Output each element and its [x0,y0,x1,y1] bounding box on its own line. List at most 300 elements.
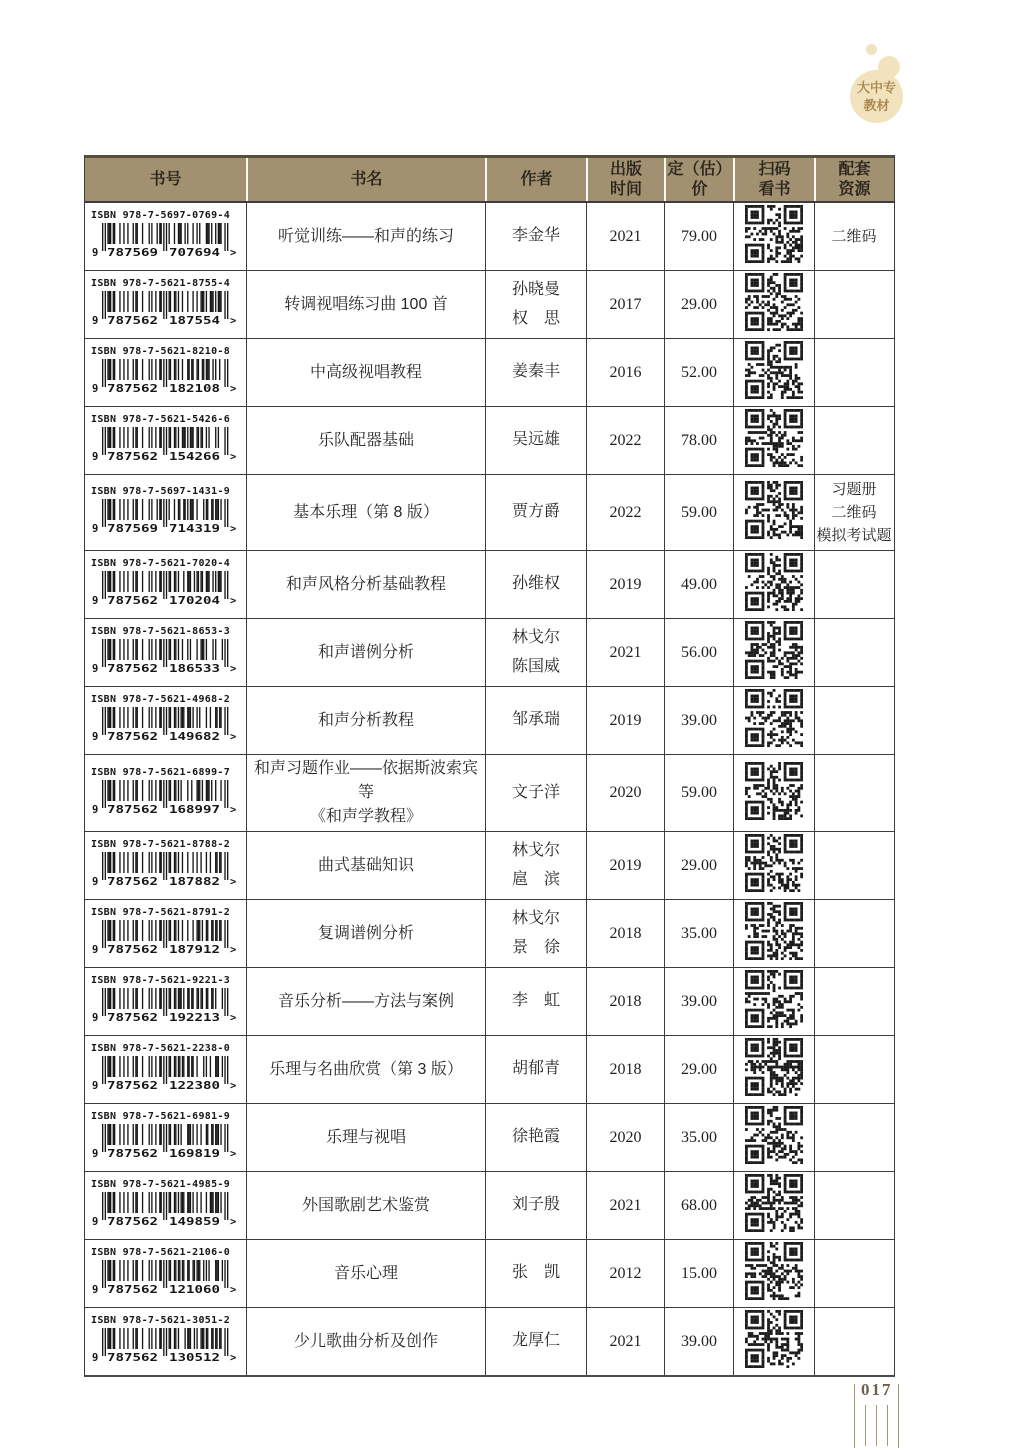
book-author: 权 思 [511,309,560,327]
barcode [91,1327,237,1368]
qr-code-icon [745,834,803,897]
book-title: 和声谱例分析 [317,643,414,661]
svg-text:130512: 130512 [169,1352,220,1363]
barcode [91,919,237,960]
qr-cell [733,271,814,338]
isbn-text: ISBN 978-7-5621-2238-0 [91,1043,231,1054]
header-title: 书名 [246,158,485,201]
barcode [91,1055,237,1096]
isbn-text: ISBN 978-7-5621-8788-2 [91,839,231,850]
title-cell [246,475,485,550]
book-author: 景 徐 [511,938,560,956]
resources-cell [814,475,893,550]
svg-text:186533: 186533 [169,663,220,674]
barcode-bars [91,498,237,534]
publish-year: 2018 [609,924,642,942]
author-cell [485,1104,586,1171]
resources-cell [814,1104,893,1171]
title-cell [246,832,485,899]
isbn-text: ISBN 978-7-5621-8755-4 [91,278,231,289]
svg-text:9: 9 [92,944,99,955]
author-cell [485,407,586,474]
svg-text:9: 9 [92,315,99,326]
qr-code-icon [745,481,803,544]
price-cell [664,271,733,338]
isbn-text: ISBN 978-7-5621-9221-3 [91,975,231,986]
svg-text:9: 9 [92,803,99,815]
price: 39.00 [681,1332,717,1350]
table-row [85,474,894,550]
book-author: 张 凯 [511,1264,560,1282]
isbn-cell [85,832,246,899]
publish-year: 2016 [609,363,642,381]
qr-code-icon [745,902,803,965]
book-title: 和声风格分析基础教程 [285,575,446,593]
header-resources: 配套 资源 [814,158,893,201]
svg-text:9: 9 [92,876,99,887]
qr-cell [733,687,814,754]
svg-text:121060: 121060 [169,1284,220,1295]
book-author: 林戈尔 [511,909,560,927]
page-number-line [876,1405,877,1446]
svg-text:149859: 149859 [169,1216,220,1227]
resources-cell [814,1172,893,1239]
svg-text:787569: 787569 [107,523,158,534]
qr-cell [733,339,814,406]
page-number: 017 [861,1380,893,1399]
qr-cell [733,755,814,831]
barcode [91,290,237,331]
table-row [85,1171,894,1239]
svg-text:169819: 169819 [169,1148,220,1159]
isbn-cell [85,900,246,967]
badge-dot-small [866,44,877,55]
isbn-text: ISBN 978-7-5697-0769-4 [91,210,231,221]
barcode-bars [91,570,237,606]
title-cell [246,755,485,831]
title-cell [246,1308,485,1375]
isbn-cell [85,1104,246,1171]
isbn-text: ISBN 978-7-5621-4985-9 [91,1179,231,1190]
table-row [85,1307,894,1375]
price-cell [664,551,733,618]
author-cell [485,1036,586,1103]
barcode [91,1123,237,1164]
resource-item: 习题册 [831,480,877,498]
title-cell [246,619,485,686]
resources-cell [814,1308,893,1375]
resources-cell [814,203,893,270]
price-cell [664,832,733,899]
resources-cell [814,968,893,1035]
price: 52.00 [681,363,717,381]
book-title: 乐队配器基础 [317,431,414,449]
qr-code-icon [745,1106,803,1169]
table-body [85,203,894,1375]
title-cell [246,551,485,618]
isbn-text: ISBN 978-7-5621-2106-0 [91,1247,231,1258]
svg-text:787562: 787562 [107,383,158,394]
page-number-line [854,1384,855,1448]
svg-text:714319: 714319 [169,523,220,534]
svg-text:787562: 787562 [107,876,158,887]
svg-text:787562: 787562 [107,315,158,326]
barcode-bars [91,779,237,815]
svg-text:>: > [230,247,237,258]
svg-text:>: > [230,944,237,955]
author-cell [485,271,586,338]
book-title: 听觉训练——和声的练习 [277,227,454,245]
svg-text:787562: 787562 [107,731,158,742]
header-isbn: 书号 [149,170,182,188]
svg-text:787562: 787562 [107,1284,158,1295]
qr-cell [733,1104,814,1171]
resources-cell [814,551,893,618]
table-row [85,754,894,831]
qr-code-icon [745,970,803,1033]
svg-text:>: > [230,523,237,534]
author-cell [485,900,586,967]
isbn-text: ISBN 978-7-5621-6981-9 [91,1111,231,1122]
svg-text:>: > [230,1080,237,1091]
table-row [85,406,894,474]
series-badge-line1: 大中专 [856,79,896,95]
table-row [85,270,894,338]
year-cell [586,1104,664,1171]
year-cell [586,407,664,474]
svg-text:187554: 187554 [169,315,220,326]
title-cell [246,339,485,406]
title-cell [246,968,485,1035]
isbn-cell [85,203,246,270]
series-badge [850,70,903,123]
year-cell [586,968,664,1035]
price: 15.00 [681,1264,717,1282]
price: 29.00 [681,856,717,874]
book-author: 文子洋 [511,783,560,801]
price: 29.00 [681,295,717,313]
publish-year: 2021 [609,643,642,661]
author-cell [485,619,586,686]
price-cell [664,475,733,550]
publish-year: 2021 [609,1332,642,1350]
book-author: 姜秦丰 [511,363,560,381]
barcode-bars [91,426,237,462]
svg-text:787562: 787562 [107,451,158,462]
header-pub-date: 出版 时间 [586,158,664,201]
svg-text:>: > [230,731,237,742]
svg-text:>: > [230,663,237,674]
book-author: 林戈尔 [511,841,560,859]
isbn-text: ISBN 978-7-5621-8210-8 [91,346,231,357]
price: 78.00 [681,431,717,449]
price-cell [664,1036,733,1103]
qr-code-icon [745,689,803,752]
publish-year: 2019 [609,711,642,729]
year-cell [586,1172,664,1239]
qr-cell [733,1172,814,1239]
barcode [91,779,237,820]
isbn-cell [85,1036,246,1103]
table-row [85,550,894,618]
qr-code-icon [745,341,803,404]
isbn-cell [85,1308,246,1375]
price: 35.00 [681,1128,717,1146]
author-cell [485,832,586,899]
book-author: 邹承瑞 [511,711,560,729]
barcode-bars [91,1259,237,1295]
barcode-bars [91,706,237,742]
resources-cell [814,900,893,967]
isbn-cell [85,687,246,754]
book-title: 复调谱例分析 [317,924,414,942]
barcode-bars [91,1123,237,1159]
price-cell [664,1104,733,1171]
barcode-bars [91,851,237,887]
header-price: 定（估） 价 [664,158,733,201]
isbn-text: ISBN 978-7-5621-7020-4 [91,558,231,569]
svg-text:9: 9 [92,1284,99,1295]
svg-text:787562: 787562 [107,1148,158,1159]
qr-cell [733,475,814,550]
price-cell [664,1308,733,1375]
page-number-line [898,1384,899,1448]
publish-year: 2012 [609,1264,642,1282]
qr-cell [733,407,814,474]
resources-cell [814,407,893,474]
author-cell [485,1308,586,1375]
qr-cell [733,1240,814,1307]
title-cell [246,1172,485,1239]
barcode-bars [91,290,237,326]
barcode [91,570,237,611]
resource-item: 二维码 [831,227,877,245]
resources-cell [814,619,893,686]
author-cell [485,475,586,550]
isbn-cell [85,968,246,1035]
resources-cell [814,755,893,831]
page-number-line [865,1405,866,1446]
isbn-text: ISBN 978-7-5621-3051-2 [91,1315,231,1326]
svg-text:787569: 787569 [107,247,158,258]
svg-text:787562: 787562 [107,663,158,674]
price: 49.00 [681,575,717,593]
book-title: 基本乐理（第 8 版） [293,503,439,521]
qr-cell [733,203,814,270]
year-cell [586,832,664,899]
table-row [85,686,894,754]
book-title: 音乐分析——方法与案例 [277,992,454,1010]
svg-text:787562: 787562 [107,1080,158,1091]
svg-text:187912: 187912 [169,944,220,955]
isbn-text: ISBN 978-7-5621-5426-6 [91,414,231,425]
book-author: 贾方爵 [511,503,560,521]
price: 59.00 [681,784,717,801]
publish-year: 2018 [609,992,642,1010]
publish-year: 2022 [609,503,642,521]
book-author: 龙厚仁 [511,1332,560,1350]
svg-text:149682: 149682 [169,731,220,742]
author-cell [485,755,586,831]
author-cell [485,1240,586,1307]
svg-text:787562: 787562 [107,803,158,815]
svg-text:9: 9 [92,663,99,674]
author-cell [485,968,586,1035]
author-cell [485,339,586,406]
book-title: 中高级视唱教程 [309,363,422,381]
table-row [85,1239,894,1307]
barcode-bars [91,358,237,394]
year-cell [586,1308,664,1375]
svg-text:>: > [230,803,237,815]
publish-year: 2018 [609,1060,642,1078]
svg-text:>: > [230,595,237,606]
svg-text:9: 9 [92,523,99,534]
qr-cell [733,1036,814,1103]
qr-cell [733,619,814,686]
table-row [85,967,894,1035]
isbn-cell [85,551,246,618]
barcode-bars [91,1327,237,1363]
svg-text:9: 9 [92,451,99,462]
isbn-text: ISBN 978-7-5621-8791-2 [91,907,231,918]
book-title: 外国歌剧艺术鉴赏 [301,1196,430,1214]
barcode [91,1191,237,1232]
year-cell [586,687,664,754]
book-author: 孙晓曼 [511,280,560,298]
book-author: 徐艳霞 [511,1128,560,1146]
book-author: 刘子殷 [511,1196,560,1214]
title-cell [246,1240,485,1307]
author-cell [485,551,586,618]
price: 39.00 [681,711,717,729]
isbn-cell [85,271,246,338]
year-cell [586,1240,664,1307]
header-scan-qr: 扫码 看书 [733,158,814,201]
year-cell [586,619,664,686]
header-author: 作者 [485,158,586,201]
qr-cell [733,1308,814,1375]
table-row [85,899,894,967]
svg-text:9: 9 [92,383,99,394]
book-author: 陈国威 [511,657,560,675]
isbn-text: ISBN 978-7-5621-4968-2 [91,694,231,705]
price-cell [664,968,733,1035]
author-cell [485,1172,586,1239]
year-cell [586,203,664,270]
price: 68.00 [681,1196,717,1214]
title-cell [246,271,485,338]
barcode [91,1259,237,1300]
svg-text:9: 9 [92,1148,99,1159]
book-title: 乐理与名曲欣赏（第 3 版） [269,1060,463,1078]
barcode [91,706,237,747]
isbn-text: ISBN 978-7-5697-1431-9 [91,486,231,497]
svg-text:9: 9 [92,731,99,742]
price: 56.00 [681,643,717,661]
qr-cell [733,968,814,1035]
title-cell [246,1104,485,1171]
price-cell [664,619,733,686]
book-title: 曲式基础知识 [317,856,414,874]
barcode [91,222,237,263]
svg-text:168997: 168997 [169,803,220,815]
title-cell [246,1036,485,1103]
qr-code-icon [745,205,803,268]
svg-text:>: > [230,876,237,887]
barcode [91,987,237,1028]
publish-year: 2019 [609,575,642,593]
qr-cell [733,551,814,618]
book-author: 孙维权 [511,575,560,593]
table-header-row [85,155,894,203]
qr-cell [733,900,814,967]
qr-code-icon [745,273,803,336]
price: 39.00 [681,992,717,1010]
resource-item: 二维码 [831,503,877,521]
svg-text:787562: 787562 [107,1352,158,1363]
barcode [91,851,237,892]
price-cell [664,1240,733,1307]
book-author: 李 虹 [511,992,560,1010]
year-cell [586,271,664,338]
isbn-cell [85,475,246,550]
publish-year: 2017 [609,295,642,313]
page-number-block [848,1378,904,1450]
price: 79.00 [681,227,717,245]
title-cell [246,203,485,270]
resources-cell [814,687,893,754]
table-row [85,1103,894,1171]
barcode [91,358,237,399]
price-cell [664,687,733,754]
barcode-bars [91,638,237,674]
page-number-line [887,1405,888,1446]
isbn-cell [85,619,246,686]
resources-cell [814,832,893,899]
publish-year: 2021 [609,1196,642,1214]
year-cell [586,551,664,618]
svg-text:787562: 787562 [107,1216,158,1227]
isbn-text: ISBN 978-7-5621-6899-7 [91,766,231,778]
resources-cell [814,271,893,338]
publish-year: 2021 [609,227,642,245]
year-cell [586,475,664,550]
year-cell [586,755,664,831]
book-author: 吴远雄 [511,431,560,449]
svg-text:9: 9 [92,1012,99,1023]
isbn-cell [85,339,246,406]
book-title: 音乐心理 [333,1264,398,1282]
isbn-cell [85,755,246,831]
svg-text:>: > [230,383,237,394]
qr-code-icon [745,409,803,472]
isbn-cell [85,1240,246,1307]
publish-year: 2022 [609,431,642,449]
book-catalog-table [84,155,895,1377]
qr-code-icon [745,621,803,684]
price: 35.00 [681,924,717,942]
svg-text:>: > [230,1148,237,1159]
table-row [85,203,894,270]
svg-text:787562: 787562 [107,595,158,606]
price-cell [664,900,733,967]
barcode [91,498,237,539]
qr-cell [733,832,814,899]
price: 59.00 [681,503,717,521]
price-cell [664,339,733,406]
price: 29.00 [681,1060,717,1078]
